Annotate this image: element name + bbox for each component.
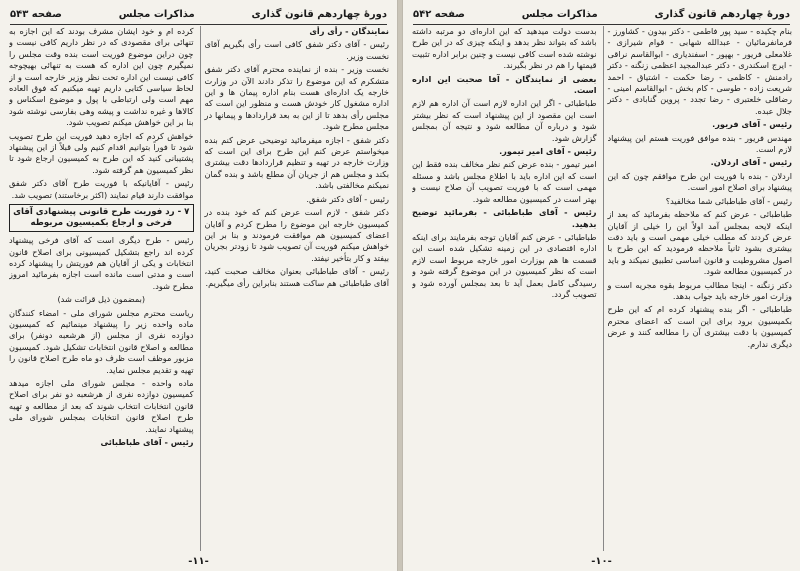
paragraph: نمایندگان - رأی رأی bbox=[309, 26, 389, 36]
paragraph: رئیس - طرح دیگری است که آقای فرخی پیشنهاد کرده اند راجع بتشکیل کمیسیونی برای اصلاح قانون انتخابات و یکی از آقایان هم فوریتش را پیشنهاد کرده است و مدتی است مانده است اجازه بفرمائید امروز مطرح شود. bbox=[9, 235, 194, 291]
paragraph: بنام چکیده - سید پور فاطمی - دکتر بیدون - کشاورز - فرمانفرمائیان - عبدالله شهابی - قوام شیرازی - غلامعلی فریور - بهپور - اسفندیاری - ابوالقاسم نراقی - ایرج اسکندری - دکتر عبدالمجید اعظمی زنگنه - دکتر رادمنش - کاظمی - رضا حکمت - اشتیاق - احمد شریعت زاده - طوسی - کام بخش - ابوالقاسم امینی - رضاقلی خلعتبری - رضا تجدد - پروین گنابادی - دکتر جلال عبده. bbox=[607, 26, 792, 116]
paragraph: امیر تیمور - بنده عرض کنم نظر مخالف بنده فقط این است که این اداره باید با اطلاع مجلس باشد و مسئله مهمی است که با فوریت تصویب آن صلاح نیست و بهتر است در کمیسیون مطالعه شود. bbox=[412, 159, 597, 204]
paragraph: رئیس - آقای طباطبائی بعنوان مخالف صحبت کنید، آقای طباطبائی هم ساکت هستند بنابراین رأی میگیریم. bbox=[204, 266, 389, 288]
right-page bbox=[402, 0, 800, 571]
section-title-box: ۷ - رد فوریت طرح قانونی پیشنهادی آقای فرخی و ارجاع بکمیسیون مربوطه bbox=[9, 204, 194, 232]
left-page bbox=[0, 0, 398, 571]
paragraph: مهندس فریور - بنده موافق فوریت هستم این پیشنهاد لازم است. bbox=[607, 132, 792, 155]
paragraph: اردلان - بنده با فوریت این طرح موافقم چون که این پیشنهاد برای اصلاح امور است. bbox=[607, 170, 792, 193]
paragraph: (بمضمون ذیل قرائت شد) bbox=[57, 294, 146, 305]
paragraph: رئیس - آقای فریور. bbox=[712, 119, 792, 130]
left-page-right-column bbox=[200, 26, 390, 551]
right-page-left-column bbox=[411, 26, 597, 551]
header-page-number: صفحه ۵۴۳ bbox=[10, 8, 62, 20]
paragraph: طباطبائی - عرض کنم آقایان توجه بفرمایند برای اینکه اداره اقتصادی در این زمینه تشکیل شده است این قسمت ها هم بوزارت امور خارجه مربوط است لازم است که نظر کمیسیون در این موضوع گرفته شود و رسیدگی کامل بعمل آید تا بعد بمجلس آورده شود و تصویب گردد. bbox=[412, 231, 597, 299]
header-session-title: دورهٔ چهاردهم قانون گذاری bbox=[654, 8, 790, 20]
paragraph: رئیس - آقای طباطبائی - بفرمائید توضیح بدهید. bbox=[412, 207, 597, 229]
paragraph: رئیس - آقای دکتر شفق کافی است رأی بگیریم آقای نخست وزیر. bbox=[204, 39, 389, 61]
paragraph: رئیس - آقای طباطبائی bbox=[100, 437, 194, 447]
right-page-columns bbox=[411, 26, 792, 551]
paragraph: دکتر زنگنه - اینجا مطالب مربوط بقوه مجریه است و وزارت امور خارجه باید جواب بدهد. bbox=[607, 279, 792, 301]
header-center-title: مذاکرات مجلس bbox=[521, 8, 598, 20]
right-page-footer: -۱۰- bbox=[591, 556, 612, 567]
paragraph: بدست دولت میدهید که این اداره‌ای دو مرتبه داشته باشد که بتواند نظر بدهد و اینکه چیزی که در این طرح نوشته شده است کافی نیست و چنین برابر اداره تثبیت قیمتها را هم در نظر بگیرند. bbox=[412, 26, 597, 71]
right-page-right-column bbox=[603, 26, 793, 551]
paragraph: دکتر شفق - لازم است عرض کنم که خود بنده در کمیسیون خارجه این موضوع را مطرح کردم و آقایان اعضای کمیسیون هم موافقت فرمودند و بنا بر این خواهش میکنم فوریت آن تصویب شود تا زودتر بجریان بیفتد و کار بتأخیر نیفتد. bbox=[204, 207, 389, 263]
paragraph: رئیس - آقای طباطبائی شما مخالفید؟ bbox=[665, 195, 792, 206]
paragraph: خواهش کردم که اجازه دهید فوریت این طرح تصویب شود تا فوراً بتوانیم اقدام کنیم ولی قبلاً از این پیشنهاد پشتیبانی کنید که این طرح به کمیسیون ارجاع شود تا نظر کمیسیون هم گرفته شود. bbox=[9, 130, 194, 175]
paragraph: کرده ام و خود ایشان مشرف بودند که این اجازه به تنهائی برای مقصودی که در نظر داریم کافی نیست و چون دراین موضوع فوریت است بنده وقت مجلس را نمیگیرم چون این اداره که هست به تنهائی بهیچوجه کافی نیست این اداره تحت نظر وزیر خارجه است و از لحاظ سیاسی کتابی داریم تهیه میکنیم که فوق العاده مهم است ولی ارتباطی با پول و موضوع اسکناس و کالاها و غیره نداشت و پیشه وهی بفارسی نوشته شود بنا بر این خواهش میکنم تصویب شود. bbox=[9, 26, 194, 128]
paragraph: طباطبائی - عرض کنم که ملاحظه بفرمائید که بعد از اینکه لایحه بمجلس آمد اولاً این را خیلی از آقایان عرض کردند که مطلب خیلی مهمی است و باید دقت بیشتری بشود ثانیاً ملاحظه فرمودید که این طرح با اصول مشروطیت و قانون اساسی تطبیق نمیکند و باید در کمیسیون مطالعه شود. bbox=[607, 209, 792, 277]
paragraph: دکتر شفق - اجازه میفرمائید توضیحی عرض کنم بنده میخواستم عرض کنم این طرح برای این است که وزارت خارجه در تهیه و تنظیم قراردادها دقت بیشتری بکند و مجلس هم از جریان آن مطلع باشد و بنده گمان نمیکنم مخالفتی باشد. bbox=[204, 134, 389, 191]
paragraph: ریاست محترم مجلس شورای ملی - امضاء کنندگان ماده واحده زیر را پیشنهاد مینمائیم که کمیسیون دوازده نفری از مجلس (از هرشعبه دونفر) برای مطالعه و اصلاح قانون انتخابات تشکیل شود. کمیسیون مزبور موظف است ظرف دو ماه طرح اصلاح قانون را تهیه و تقدیم مجلس نماید. bbox=[9, 307, 194, 375]
left-page-footer: -۱۱- bbox=[188, 556, 209, 567]
header-page-number: صفحه ۵۴۲ bbox=[413, 8, 465, 20]
paragraph: رئیس - آقای اردلان. bbox=[710, 157, 792, 168]
paragraph: بعضی از نمایندگان - آقا صحبت این اداره است. bbox=[412, 73, 597, 96]
left-page-columns bbox=[8, 26, 389, 551]
paragraph: رئیس - آقای امیر تیمور. bbox=[499, 146, 597, 157]
left-page-header bbox=[10, 6, 387, 25]
right-page-header bbox=[413, 6, 790, 25]
left-page-left-column bbox=[8, 26, 194, 551]
paragraph: نخست وزیر - بنده از نماینده محترم آقای دکتر شفق متشکرم که این موضوع را تذکر دادند الآن در وزارت خارجه یک اداره‌ای هست بنام اداره پیمان ها و این اداره مشغول کار خودش هست و منظور این است که مجلس رأی بدهد تا از این به بعد قراردادها و پیمانها در مجلس مطرح شود. bbox=[204, 64, 389, 132]
paragraph: رئیس - آقایانیکه با فوریت طرح آقای دکتر شفق موافقت دارند قیام نمایند (اکثر برخاستند) تصویب شد. bbox=[9, 178, 194, 200]
header-center-title: مذاکرات مجلس bbox=[118, 8, 195, 20]
paragraph: طباطبائی - اگر بنده پیشنهاد کرده ام که این طرح بکمیسیون برود برای این است که اعضای محترم کمیسیون با دقت بیشتری آن را مطالعه کنند و عرض دیگری ندارم. bbox=[607, 304, 792, 349]
header-session-title: دورهٔ چهاردهم قانون گذاری bbox=[251, 8, 387, 20]
paragraph: رئیس - آقای دکتر شفق. bbox=[306, 193, 389, 204]
paragraph: ماده واحده - مجلس شورای ملی اجازه میدهد کمیسیون دوازده نفری از هرشعبه دو نفر برای اصلاح قانون انتخابات انتخاب شوند که بعد از مطالعه و تهیه طرح اصلاح قانون انتخابات بمجلس شورای ملی پیشنهاد نمایند. bbox=[9, 377, 194, 434]
paragraph: طباطبائی - اگر این اداره لازم است آن اداره هم لازم است این مقصود از این پیشنهاد است که نظر بیشتر شود و درباره آن مطالعه شود و نتیجه آن بمجلس گزارش شود. bbox=[412, 98, 597, 143]
